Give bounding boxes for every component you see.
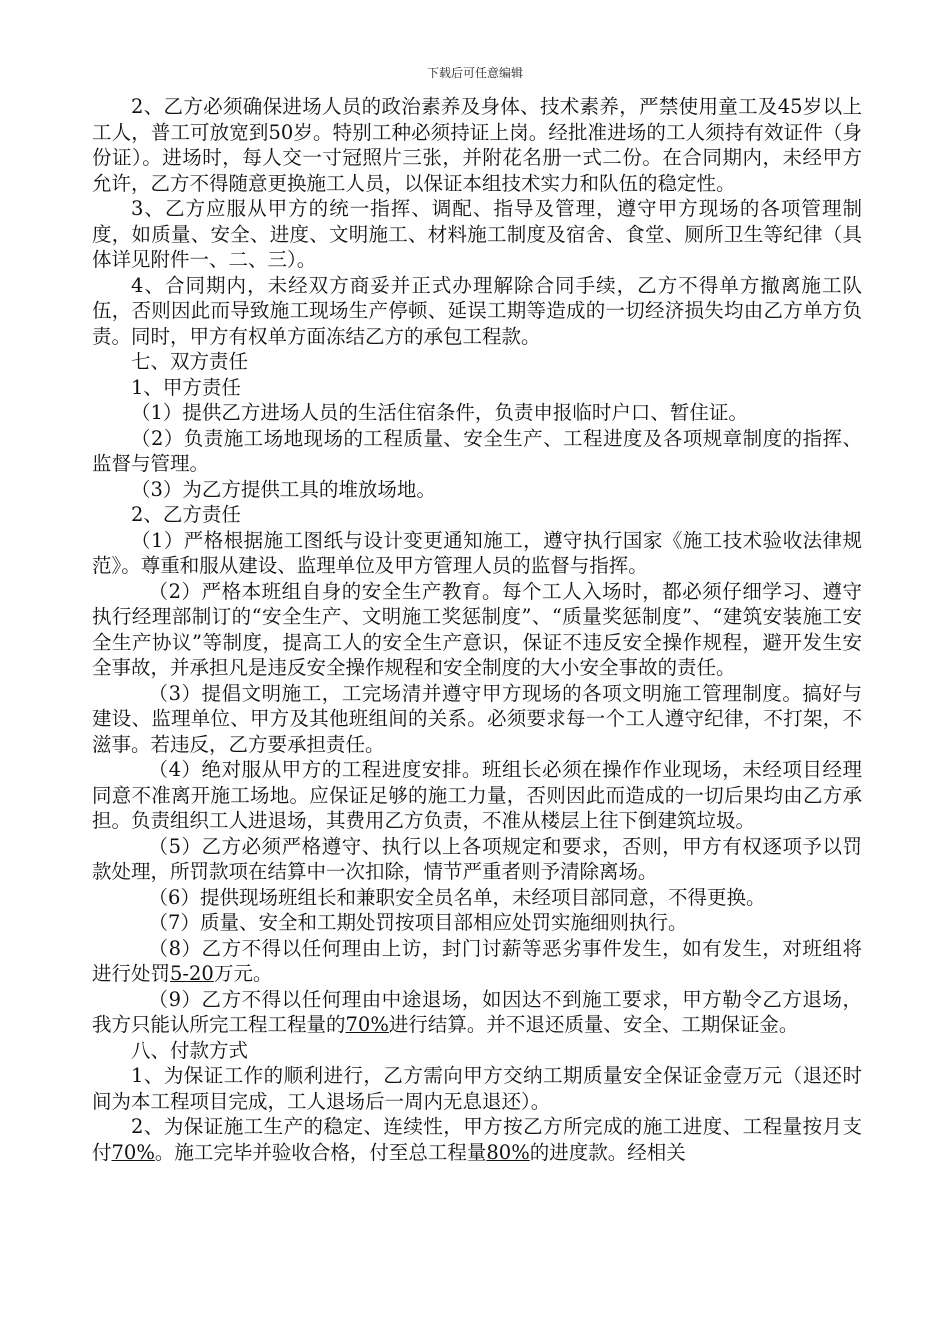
paragraph: （3）为乙方提供工具的堆放场地。 — [131, 477, 436, 501]
paragraph: （1）严格根据施工图纸与设计变更通知施工，遵守执行国家《施工技术验收法律规范》。尊重和服从建设、监理单位及甲方管理人员的监督与指挥。 — [92, 528, 862, 577]
text-run: （8）乙方不得以任何理由上访，封门讨薪等恶劣事件发生，如有发生，对班组将进行处罚 — [92, 936, 862, 985]
text-run: 2、为保证施工生产的稳定、连续性，甲方按乙方所完成的施工进度、工程量按月支付 — [92, 1115, 862, 1164]
subsection-heading: 1、甲方责任 — [131, 375, 241, 399]
underlined-value: 5-20 — [170, 962, 214, 985]
section-heading: 八、付款方式 — [131, 1038, 249, 1062]
paragraph: （5）乙方必须严格遵守、执行以上各项规定和要求，否则，甲方有权逐项予以罚款处理，所罚款项在结算中一次扣除，情节严重者则予清除离场。 — [92, 834, 862, 883]
subsection-heading: 2、乙方责任 — [131, 503, 241, 526]
paragraph: （4）绝对服从甲方的工程进度安排。班组长必须在操作作业现场，未经项目经理同意不准离开施工场地。应保证足够的施工力量，否则因此而造成的一切后果均由乙方承担。负责组织工人进退场，其费用乙方负责，不准从楼层上往下倒建筑垃圾。 — [92, 758, 862, 832]
paragraph: （3）提倡文明施工，工完场清并遵守甲方现场的各项文明施工管理制度。搞好与建设、监理单位、甲方及其他班组间的关系。必须要求每一个工人遵守纪律，不打架，不滋事。若违反，乙方要承担责任。 — [92, 681, 862, 756]
paragraph: （2）严格本班组自身的安全生产教育。每个工人入场时，都必须仔细学习、遵守执行经理部制订的“安全生产、文明施工奖惩制度”、“质量奖惩制度”、“建筑安装施工安全生产协议”等制度，提高工人的安全生产意识，保证不违反安全操作规程，避开发生安全事故，并承担凡是违反安全操作规程和安全制度的大小安全事故的责任。 — [92, 579, 862, 679]
paragraph: （7）质量、安全和工期处罚按项目部相应处罚实施细则执行。 — [148, 911, 688, 934]
paragraph: 3、乙方应服从甲方的统一指挥、调配、指导及管理，遵守甲方现场的各项管理制度，如质量、安全、进度、文明施工、材料施工制度及宿舍、食堂、厕所卫生等纪律（具体详见附件一、二、三）。 — [92, 197, 862, 271]
paragraph: 4、合同期内，未经双方商妥并正式办理解除合同手续，乙方不得单方撤离施工队伍，否则因此而导致施工现场生产停顿、延误工期等造成的一切经济损失均由乙方单方负责。同时，甲方有权单方面冻结乙方的承包工程款。 — [92, 273, 862, 348]
paragraph — [92, 936, 862, 987]
underlined-value: 80% — [486, 1140, 530, 1164]
paragraph — [92, 987, 862, 1038]
paragraph: 1、为保证工作的顺利进行，乙方需向甲方交纳工期质量安全保证金壹万元（退还时间为本工程项目完成，工人退场后一周内无息退还）。 — [92, 1064, 862, 1113]
paragraph: （2）负责施工场地现场的工程质量、安全生产、工程进度及各项规章制度的指挥、监督与管理。 — [92, 426, 862, 475]
underlined-value: 70% — [111, 1140, 155, 1164]
text-run: 进行结算。并不退还质量、安全、工期保证金。 — [388, 1013, 799, 1036]
document-body — [92, 94, 862, 1165]
page-header: 下载后可任意编辑 — [426, 66, 523, 80]
paragraph: （6）提供现场班组长和兼职安全员名单，未经项目部同意，不得更换。 — [148, 885, 766, 909]
underlined-value: 70% — [345, 1013, 389, 1036]
paragraph — [92, 1114, 862, 1165]
text-run: （9）乙方不得以任何理由中途退场，如因达不到施工要求，甲方勒令乙方退场，我方只能认所完工程工程量的 — [92, 987, 862, 1036]
text-run: 的进度款。经相关 — [529, 1140, 686, 1164]
text-run: 万元。 — [213, 962, 273, 985]
paragraph: 2、乙方必须确保进场人员的政治素养及身体、技术素养，严禁使用童工及45岁以上工人，普工可放宽到50岁。特别工种必须持证上岗。经批准进场的工人须持有效证件（身份证）。进场时，每人交一寸冠照片三张，并附花名册一式二份。在合同期内，未经甲方允许，乙方不得随意更换施工人员，以保证本组技术实力和队伍的稳定性。 — [92, 95, 862, 195]
section-heading: 七、双方责任 — [131, 350, 249, 373]
paragraph: （1）提供乙方进场人员的生活住宿条件，负责申报临时户口、暂住证。 — [131, 401, 748, 424]
text-run: 。施工完毕并验收合格，付至总工程量 — [154, 1140, 487, 1164]
